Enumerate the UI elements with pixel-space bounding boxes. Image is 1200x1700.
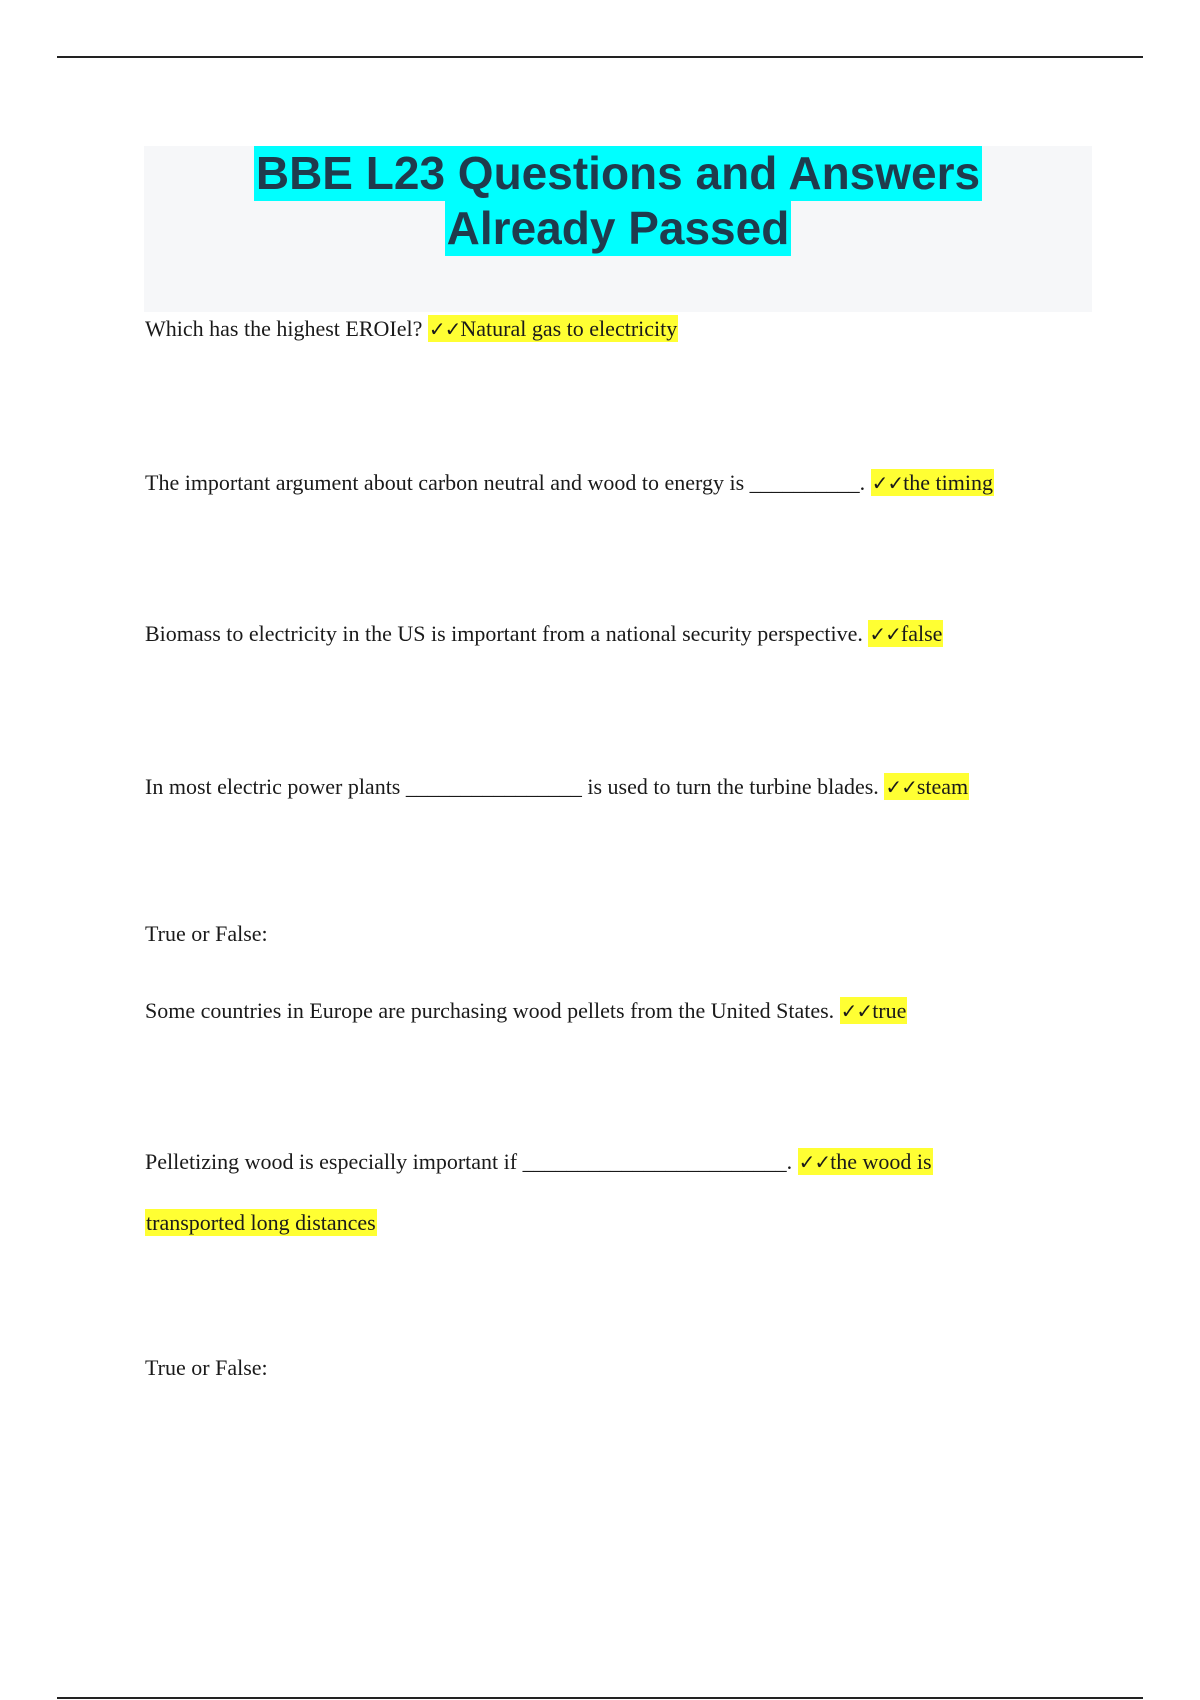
qa-item-6 [145, 1147, 1105, 1177]
double-check-icon: ✓✓ [871, 471, 904, 495]
qa-item-5 [145, 996, 1105, 1026]
title-banner [144, 146, 1092, 312]
qa-item-2 [145, 468, 1105, 498]
double-check-icon: ✓✓ [885, 775, 917, 799]
answer-highlight [868, 620, 943, 647]
answer-text: true [872, 998, 907, 1023]
answer-text: steam [916, 774, 969, 799]
qa-item-5-heading [145, 919, 1105, 949]
top-rule [57, 56, 1143, 58]
answer-highlight [884, 773, 969, 800]
answer-highlight [798, 1148, 933, 1175]
answer-highlight [871, 469, 994, 496]
qa-item-3 [145, 619, 1105, 649]
question-text: Pelletizing wood is especially important if ________________________. [145, 1149, 798, 1174]
qa-item-4 [145, 772, 1105, 802]
answer-text: the wood is [830, 1149, 932, 1174]
question-text: Some countries in Europe are purchasing wood pellets from the United States. [145, 998, 840, 1023]
qa-item-1 [145, 314, 1105, 344]
question-text: True or False: [145, 921, 268, 946]
answer-highlight [840, 997, 908, 1024]
answer-highlight-continued: transported long distances [146, 1210, 376, 1235]
answer-highlight [428, 315, 678, 342]
qa-item-7-heading [145, 1353, 1105, 1383]
double-check-icon: ✓✓ [428, 317, 461, 341]
answer-text: the timing [903, 470, 993, 495]
qa-item-6-continued [145, 1208, 1105, 1238]
question-text: In most electric power plants ________________ is used to turn the turbine blades. [145, 774, 885, 799]
answer-text: Natural gas to electricity [460, 316, 678, 341]
question-text: The important argument about carbon neutral and wood to energy is __________. [145, 470, 871, 495]
double-check-icon: ✓✓ [840, 999, 873, 1023]
answer-text: false [900, 621, 943, 646]
question-text: Biomass to electricity in the US is important from a national security perspective. [145, 621, 869, 646]
question-text: Which has the highest EROIel? [145, 316, 428, 341]
double-check-icon: ✓✓ [798, 1150, 831, 1174]
document-title-line-1: BBE L23 Questions and Answers [255, 147, 981, 199]
bottom-rule [57, 1697, 1143, 1699]
question-text: True or False: [145, 1355, 268, 1380]
document-title-line-2: Already Passed [446, 202, 790, 254]
double-check-icon: ✓✓ [869, 622, 901, 646]
